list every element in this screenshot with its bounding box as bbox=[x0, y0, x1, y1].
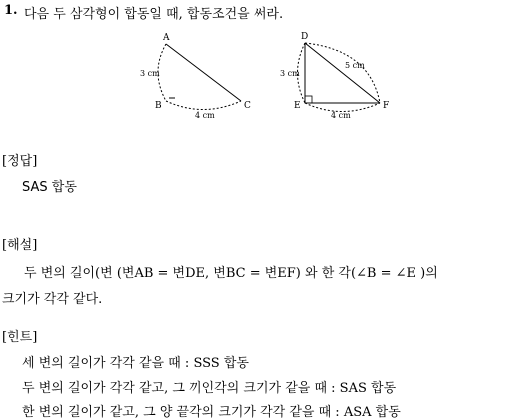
triangle-def bbox=[280, 32, 389, 120]
side-de-length: 3 cm bbox=[280, 69, 300, 78]
vertex-b-label: B bbox=[155, 101, 162, 111]
vertex-d-label: D bbox=[301, 32, 309, 42]
answer-text: SAS 합동 bbox=[22, 180, 77, 195]
side-bc-length: 4 cm bbox=[195, 111, 215, 120]
explanation-line-1: 두 변의 길이(변 (변AB = 변DE, 변BC = 변EF) 와 한 각(∠B = ∠E )의 bbox=[24, 266, 438, 281]
right-angle-mark bbox=[305, 96, 312, 103]
explanation-line-2: 크기가 각각 같다. bbox=[2, 292, 103, 307]
side-df bbox=[305, 43, 380, 103]
side-ac bbox=[166, 44, 241, 101]
side-ab-length: 3 cm bbox=[140, 69, 160, 78]
side-bc-arc bbox=[166, 101, 241, 110]
triangles-figure bbox=[0, 0, 531, 130]
vertex-e-label: E bbox=[294, 101, 301, 111]
question-number: 1. bbox=[4, 3, 18, 18]
vertex-a-label: A bbox=[163, 33, 170, 43]
hint-line-3: 한 변의 길이가 같고, 그 양 끝각의 크기가 각각 같을 때 : ASA 합동 bbox=[22, 405, 401, 420]
vertex-f-label: F bbox=[383, 101, 390, 111]
vertex-c-label: C bbox=[244, 101, 251, 111]
question-text: 다음 두 삼각형이 합동일 때, 합동조건을 써라. bbox=[24, 7, 284, 22]
side-ef-length: 4 cm bbox=[331, 111, 351, 120]
hint-line-2: 두 변의 길이가 각각 같고, 그 끼인각의 크기가 같을 때 : SAS 합동 bbox=[22, 381, 397, 396]
explanation-label: [해설] bbox=[2, 238, 38, 253]
triangle-abc bbox=[140, 33, 251, 120]
hint-label: [힌트] bbox=[2, 330, 38, 345]
hint-line-1: 세 변의 길이가 각각 같을 때 : SSS 합동 bbox=[22, 356, 249, 371]
side-df-length: 5 cm bbox=[345, 61, 365, 70]
answer-label: [정답] bbox=[2, 154, 38, 169]
